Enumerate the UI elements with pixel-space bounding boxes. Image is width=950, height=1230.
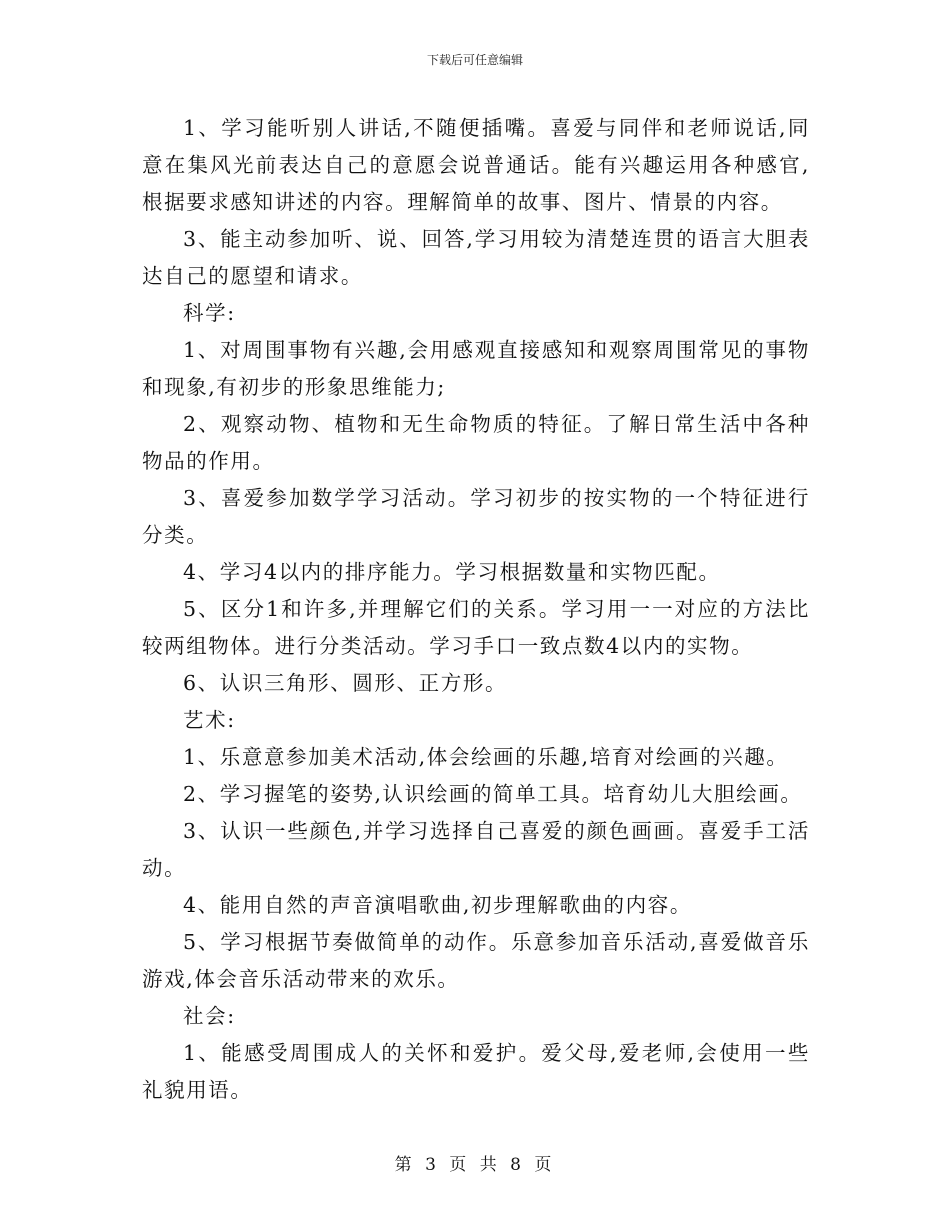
paragraph-art-1: 1、乐意意参加美术活动,体会绘画的乐趣,培育对绘画的兴趣。	[183, 745, 789, 769]
paragraph-language-1: 1、学习能听别人讲话,不随便插嘴。喜爱与同伴和老师说话,同意在集风光前表达自己的意愿会说普通话。能有兴趣运用各种感官,根据要求感知讲述的内容。理解简单的故事、图片、情景的内容。	[142, 116, 810, 214]
document-body	[142, 110, 810, 1109]
paragraph-art-2: 2、学习握笔的姿势,认识绘画的简单工具。培育幼儿大胆绘画。	[183, 782, 803, 806]
paragraph-science-3: 3、喜爱参加数学学习活动。学习初步的按实物的一个特征进行分类。	[142, 486, 810, 547]
paragraph-art-4: 4、能用自然的声音演唱歌曲,初步理解歌曲的内容。	[183, 893, 692, 917]
paragraph-science-2: 2、观察动物、植物和无生命物质的特征。了解日常生活中各种物品的作用。	[142, 412, 810, 473]
section-heading-art: 艺术:	[183, 708, 236, 732]
paragraph-language-3: 3、能主动参加听、说、回答,学习用较为清楚连贯的语言大胆表达自己的愿望和请求。	[142, 227, 810, 288]
paragraph-art-5: 5、学习根据节奏做简单的动作。乐意参加音乐活动,喜爱做音乐游戏,体会音乐活动带来的欢乐。	[142, 930, 810, 991]
paragraph-science-5: 5、区分1和许多,并理解它们的关系。学习用一一对应的方法比较两组物体。进行分类活动。学习手口一致点数4以内的实物。	[142, 597, 810, 658]
section-heading-science: 科学:	[183, 301, 236, 325]
paragraph-science-1: 1、对周围事物有兴趣,会用感观直接感知和观察周围常见的事物和现象,有初步的形象思维能力;	[142, 338, 810, 399]
paragraph-art-3: 3、认识一些颜色,并学习选择自己喜爱的颜色画画。喜爱手工活动。	[142, 819, 810, 880]
page-header-note: 下载后可任意编辑	[426, 53, 523, 67]
page-number-footer: 第 3 页 共 8 页	[394, 1155, 556, 1175]
paragraph-science-6: 6、认识三角形、圆形、正方形。	[183, 671, 508, 695]
paragraph-science-4: 4、学习4以内的排序能力。学习根据数量和实物匹配。	[183, 560, 721, 584]
section-heading-society: 社会:	[183, 1004, 236, 1028]
paragraph-society-1: 1、能感受周围成人的关怀和爱护。爱父母,爱老师,会使用一些礼貌用语。	[142, 1041, 810, 1102]
